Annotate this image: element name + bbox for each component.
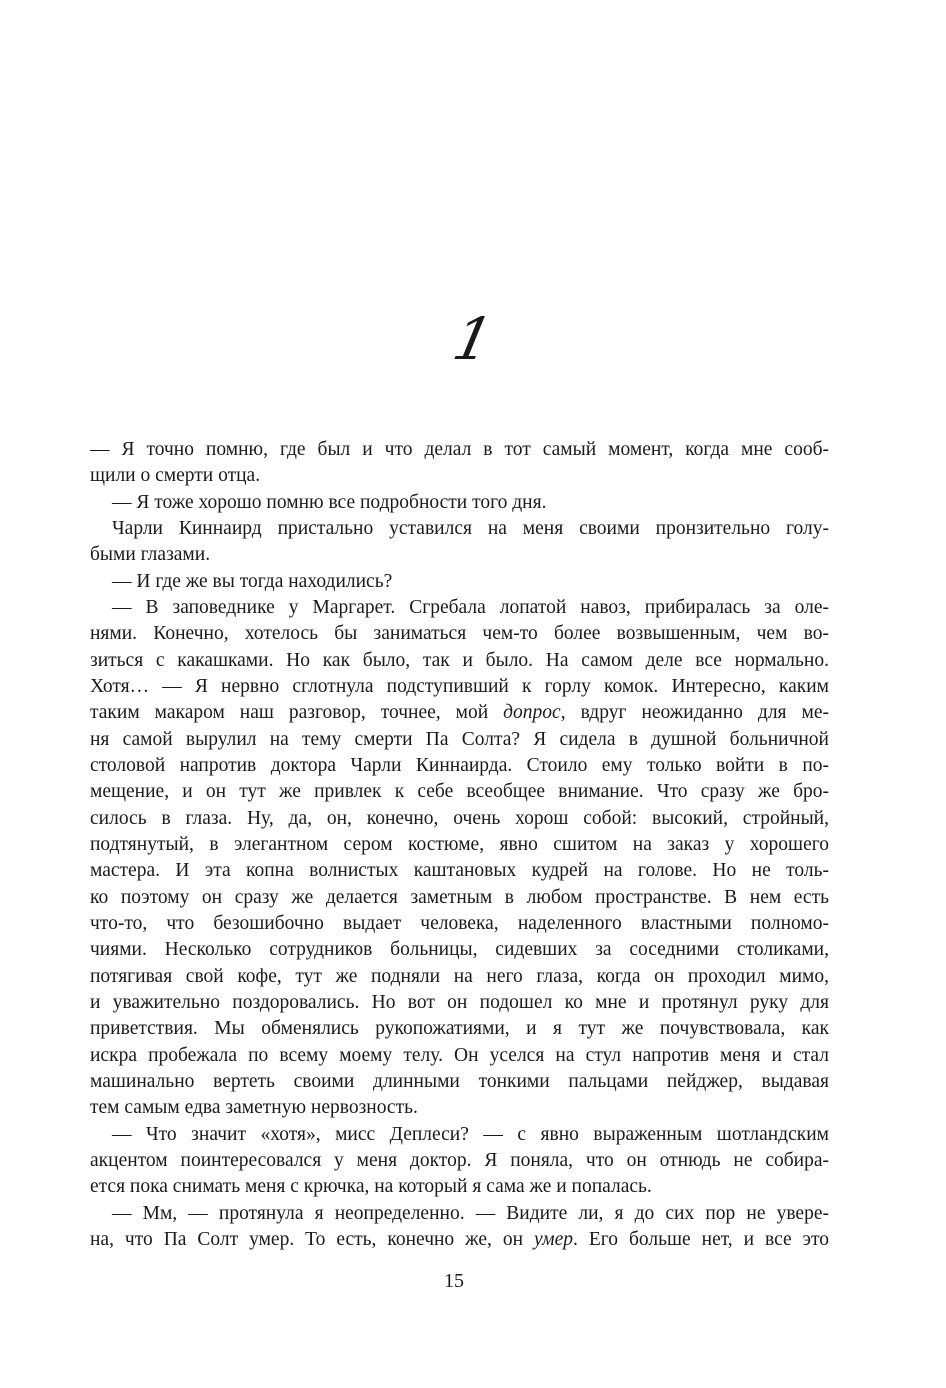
text-line: мещение, и он тут же привлек к себе всеобщее внимание. Что сразу же бро- [90, 781, 829, 803]
text-line: подтянутый, в элегантном сером костюме, явно сшитом на заказ у хорошего [90, 833, 829, 855]
text-line: ется пока снимать меня с крючка, на который я сама же и попалась. [90, 1176, 652, 1198]
text-line: что-то, что безошибочно выдает человека, наделенного властными полномо- [90, 912, 829, 934]
text-line [90, 1227, 829, 1253]
text-segment: . Его больше нет, и все это [573, 1228, 829, 1250]
text-line: — В заповеднике у Маргарет. Сгребала лопатой навоз, прибиралась за оле- [112, 596, 829, 618]
text-segment: таким макаром наш разговор, точнее, мой [90, 702, 504, 724]
text-line: — И где же вы тогда находились? [112, 570, 393, 592]
text-line: — Я тоже хорошо помню все подробности того дня. [112, 491, 547, 513]
text-line: — Я точно помню, где был и что делал в тот самый момент, когда мне сооб- [90, 439, 829, 460]
body-text [90, 437, 829, 1253]
text-line: силось в глаза. Ну, да, он, конечно, очень хорош собой: высокий, стройный, [90, 807, 829, 829]
text-line: — Мм, — протянула я неопределенно. — Видите ли, я до сих пор не увере- [112, 1202, 829, 1224]
text-line: чиями. Несколько сотрудников больницы, сидевших за соседними столиками, [90, 939, 829, 961]
text-line: мастера. И эта копна волнистых каштановых кудрей на голове. Но не толь- [90, 860, 829, 882]
text-line: потягивая свой кофе, тут же подняли на него глаза, когда он проходил мимо, [90, 965, 829, 987]
chapter-number: 1 [447, 305, 499, 373]
emphasized-word: допрос [503, 702, 561, 724]
text-line: и уважительно поздоровались. Но вот он подошел ко мне и протянул руку для [90, 991, 829, 1013]
emphasized-word: умер [533, 1228, 574, 1250]
text-line: щили о смерти отца. [90, 465, 261, 487]
text-line: зиться с какашками. Но как было, так и было. На самом деле все нормально. [90, 649, 829, 671]
text-line: приветствия. Мы обменялись рукопожатиями, и я тут же почувствовала, как [90, 1018, 829, 1040]
text-line: — Что значит «хотя», мисс Деплеси? — с явно выраженным шотландским [112, 1123, 829, 1145]
page-number: 15 [444, 1270, 464, 1292]
text-line: ко поэтому он сразу же делается заметным в любом пространстве. В нем есть [90, 886, 829, 908]
text-line [90, 700, 829, 726]
text-line: Хотя… — Я нервно сглотнула подступивший к горлу комок. Интересно, каким [90, 675, 829, 697]
text-line: акцентом поинтересовался у меня доктор. Я поняла, что он отнюдь не собира- [90, 1149, 829, 1171]
text-line: машинально вертеть своими длинными тонкими пальцами пейджер, выдавая [90, 1070, 829, 1092]
text-segment: , вдруг неожиданно для ме- [560, 702, 829, 724]
text-line: нями. Конечно, хотелось бы заниматься чем-то более возвышенным, чем во- [90, 623, 829, 645]
text-line: быми глазами. [90, 544, 211, 566]
text-line: искра пробежала по всему моему телу. Он уселся на стул напротив меня и стал [90, 1044, 829, 1066]
text-segment: на, что Па Солт умер. То есть, конечно же, он [90, 1228, 534, 1250]
text-line: ня самой вырулил на тему смерти Па Солта? Я сидела в душной больничной [90, 728, 829, 750]
text-line: Чарли Киннаирд пристально уставился на меня своими пронзительно голу- [112, 517, 829, 539]
text-line: столовой напротив доктора Чарли Киннаирда. Стоило ему только войти в по- [90, 754, 829, 776]
text-line: тем самым едва заметную нервозность. [90, 1097, 418, 1119]
